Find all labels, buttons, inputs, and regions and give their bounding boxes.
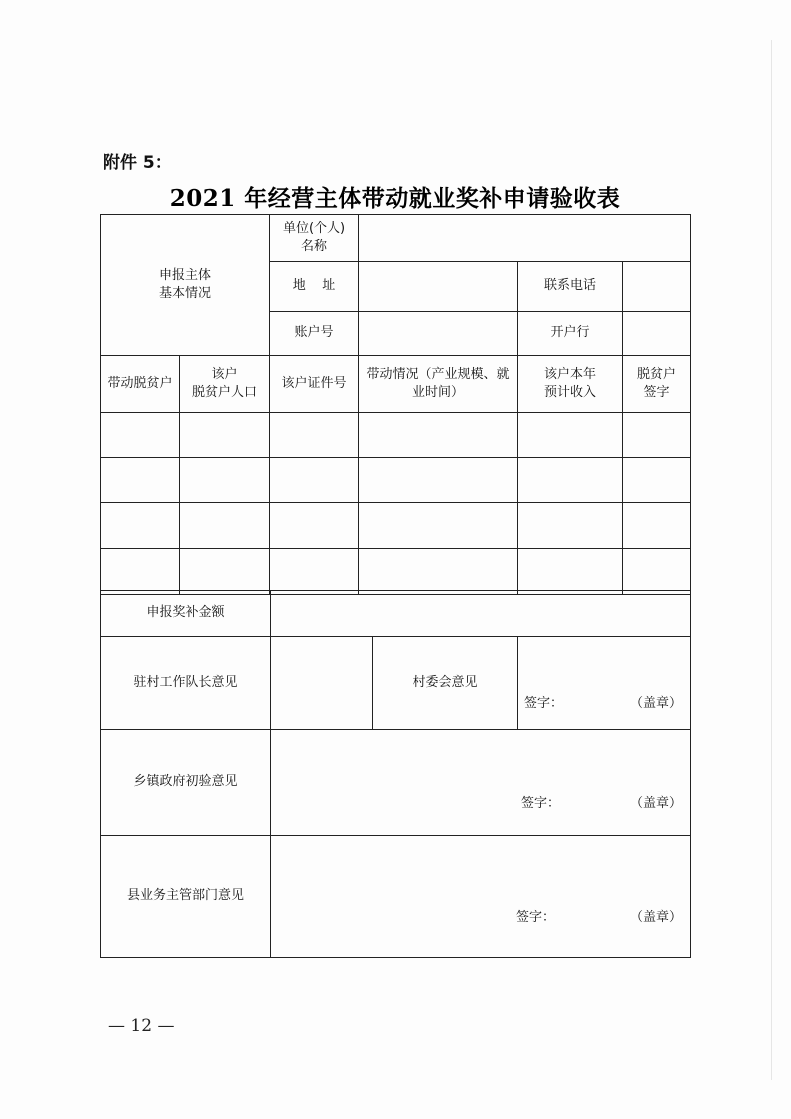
bank-label: 开户行: [518, 312, 623, 356]
county-seal-label: （盖章）: [630, 909, 683, 925]
scan-edge: [771, 40, 772, 1080]
table-cell[interactable]: [180, 549, 270, 595]
bank-value[interactable]: [623, 312, 691, 356]
table-row: [101, 458, 691, 503]
opinion-table: [100, 590, 691, 958]
table-cell[interactable]: [270, 413, 359, 458]
town-government-opinion-value[interactable]: [271, 730, 691, 836]
header-poverty-household: 带动脱贫户: [101, 356, 180, 413]
subsidy-amount-label: 申报奖补金额: [101, 591, 271, 637]
town-signature-label: 签字：: [521, 795, 561, 811]
table-cell[interactable]: [101, 503, 180, 549]
header-id-number: 该户证件号: [270, 356, 359, 413]
attachment-label: 附件 5：: [103, 153, 172, 173]
unit-name-value[interactable]: [359, 215, 691, 262]
address-label: 地 址: [270, 262, 359, 312]
header-employment-situation: 带动情况（产业规模、就业时间）: [359, 356, 518, 413]
header-household-signature: 脱贫户 签字: [623, 356, 691, 413]
table-cell[interactable]: [180, 503, 270, 549]
table-cell[interactable]: [518, 413, 623, 458]
table-cell[interactable]: [359, 458, 518, 503]
table-cell[interactable]: [518, 549, 623, 595]
account-value[interactable]: [359, 312, 518, 356]
table-cell[interactable]: [359, 549, 518, 595]
account-label: 账户号: [270, 312, 359, 356]
table-cell[interactable]: [101, 458, 180, 503]
address-value[interactable]: [359, 262, 518, 312]
table-row: [101, 549, 691, 595]
table-cell[interactable]: [623, 503, 691, 549]
village-seal-label: （盖章）: [630, 695, 683, 711]
county-department-opinion-label: 县业务主管部门意见: [101, 836, 271, 958]
table-cell[interactable]: [101, 549, 180, 595]
application-form-table: [100, 214, 691, 595]
table-cell[interactable]: [270, 503, 359, 549]
subsidy-amount-value[interactable]: [271, 591, 691, 637]
team-leader-opinion-label: 驻村工作队长意见: [101, 637, 271, 730]
table-cell[interactable]: [359, 503, 518, 549]
town-government-opinion-label: 乡镇政府初验意见: [101, 730, 271, 836]
table-cell[interactable]: [180, 413, 270, 458]
table-cell[interactable]: [518, 503, 623, 549]
county-signature-label: 签字：: [516, 909, 556, 925]
table-cell[interactable]: [623, 549, 691, 595]
phone-value[interactable]: [623, 262, 691, 312]
page-number: — 12 —: [108, 1016, 175, 1036]
village-signature-label: 签字：: [524, 695, 564, 711]
table-cell[interactable]: [359, 413, 518, 458]
table-cell[interactable]: [623, 413, 691, 458]
form-title: 2021 年经营主体带动就业奖补申请验收表: [169, 185, 621, 212]
phone-label: 联系电话: [518, 262, 623, 312]
header-annual-income: 该户本年 预计收入: [518, 356, 623, 413]
unit-name-label: 单位(个人) 名称: [270, 215, 359, 262]
village-committee-opinion-value[interactable]: [518, 637, 691, 730]
header-household-population: 该户 脱贫户人口: [180, 356, 270, 413]
table-cell[interactable]: [518, 458, 623, 503]
table-cell[interactable]: [270, 549, 359, 595]
table-cell[interactable]: [101, 413, 180, 458]
county-department-opinion-value[interactable]: [271, 836, 691, 958]
table-cell[interactable]: [623, 458, 691, 503]
table-cell[interactable]: [270, 458, 359, 503]
table-row: [101, 503, 691, 549]
town-seal-label: （盖章）: [630, 795, 683, 811]
village-committee-opinion-label: 村委会意见: [373, 637, 518, 730]
table-cell[interactable]: [180, 458, 270, 503]
subject-section-label: 申报主体 基本情况: [101, 215, 270, 356]
table-row: [101, 413, 691, 458]
team-leader-opinion-value[interactable]: [271, 637, 373, 730]
